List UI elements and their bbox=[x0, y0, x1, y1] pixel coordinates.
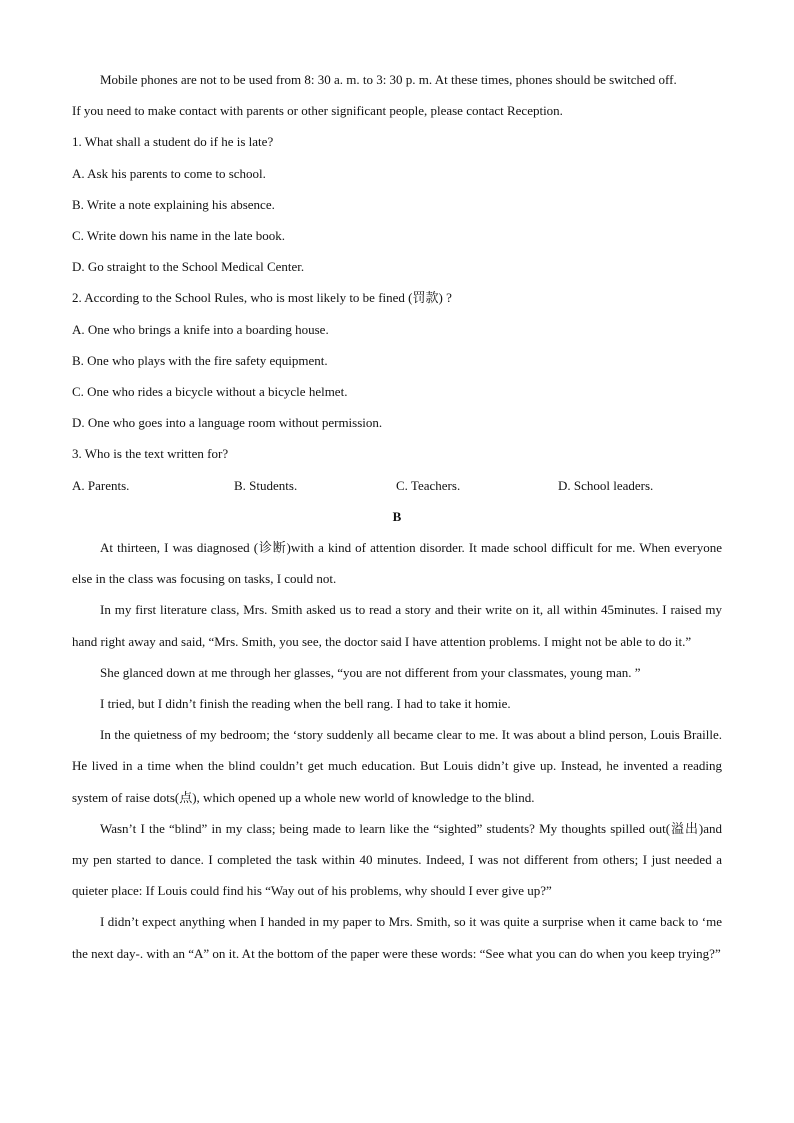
q1-option-d: D. Go straight to the School Medical Center. bbox=[72, 259, 305, 275]
passage-paragraph-3: She glanced down at me through her glasses, “you are not different from your classmates, young man. ” bbox=[100, 664, 641, 680]
q3-options bbox=[72, 470, 722, 501]
section-b-title: B bbox=[392, 508, 402, 524]
question-1: 1. What shall a student do if he is late? bbox=[72, 134, 274, 150]
passage-paragraph-6: Wasn’t I the “blind” in my class; being made to learn like the “sighted” students? My thoughts spilled out(溢出)and my pen started to dance. I completed the task within 40 minutes. Indeed, I was not different from others; I just needed a quieter place: If Louis could find his “Way out of his problems, why should I ever give up?” bbox=[72, 820, 722, 899]
passage-paragraph-7: I didn’t expect anything when I handed in my paper to Mrs. Smith, so it was quite a surprise when it came back to ‘me the next day-. with an “A” on it. At the bottom of the paper were these words: “See what you can do when you keep trying?” bbox=[72, 914, 722, 961]
q2-option-c: C. One who rides a bicycle without a bicycle helmet. bbox=[72, 384, 348, 400]
passage-paragraph-4: I tried, but I didn’t finish the reading when the bell rang. I had to take it homie. bbox=[100, 696, 511, 712]
question-3: 3. Who is the text written for? bbox=[72, 446, 229, 462]
passage-paragraph-2: In my first literature class, Mrs. Smith asked us to read a story and their write on it, all within 45minutes. I raised my hand right away and said, “Mrs. Smith, you see, the doctor said I have attention problems. I might not be able to do it.” bbox=[72, 602, 722, 649]
document-page bbox=[72, 64, 722, 969]
q3-option-a: A. Parents. bbox=[72, 477, 130, 493]
q1-option-b: B. Write a note explaining his absence. bbox=[72, 196, 275, 212]
question-2: 2. According to the School Rules, who is most likely to be fined (罚款) ? bbox=[72, 290, 452, 306]
q3-option-b: B. Students. bbox=[234, 477, 298, 493]
intro-line-2: If you need to make contact with parents or other significant people, please contact Reception. bbox=[72, 103, 563, 119]
q2-option-b: B. One who plays with the fire safety equipment. bbox=[72, 352, 328, 368]
q1-option-c: C. Write down his name in the late book. bbox=[72, 228, 285, 244]
intro-line-1: Mobile phones are not to be used from 8: 30 a. m. to 3: 30 p. m. At these times, phones should be switched off. bbox=[100, 72, 677, 87]
q3-option-d: D. School leaders. bbox=[558, 477, 654, 493]
q1-option-a: A. Ask his parents to come to school. bbox=[72, 165, 266, 181]
passage-paragraph-5: In the quietness of my bedroom; the ‘story suddenly all became clear to me. It was about a blind person, Louis Braille. He lived in a time when the blind couldn’t get much education. But Louis didn’t give up. Instead, he invented a reading system of raise dots(点), which opened up a whole new world of knowledge to the blind. bbox=[72, 727, 722, 805]
q2-option-d: D. One who goes into a language room without permission. bbox=[72, 415, 383, 431]
q2-option-a: A. One who brings a knife into a boarding house. bbox=[72, 321, 329, 337]
q3-option-c: C. Teachers. bbox=[396, 477, 461, 493]
passage-paragraph-1: At thirteen, I was diagnosed (诊断)with a kind of attention disorder. It made school difficult for me. When everyone else in the class was focusing on tasks, I could not. bbox=[72, 540, 722, 587]
